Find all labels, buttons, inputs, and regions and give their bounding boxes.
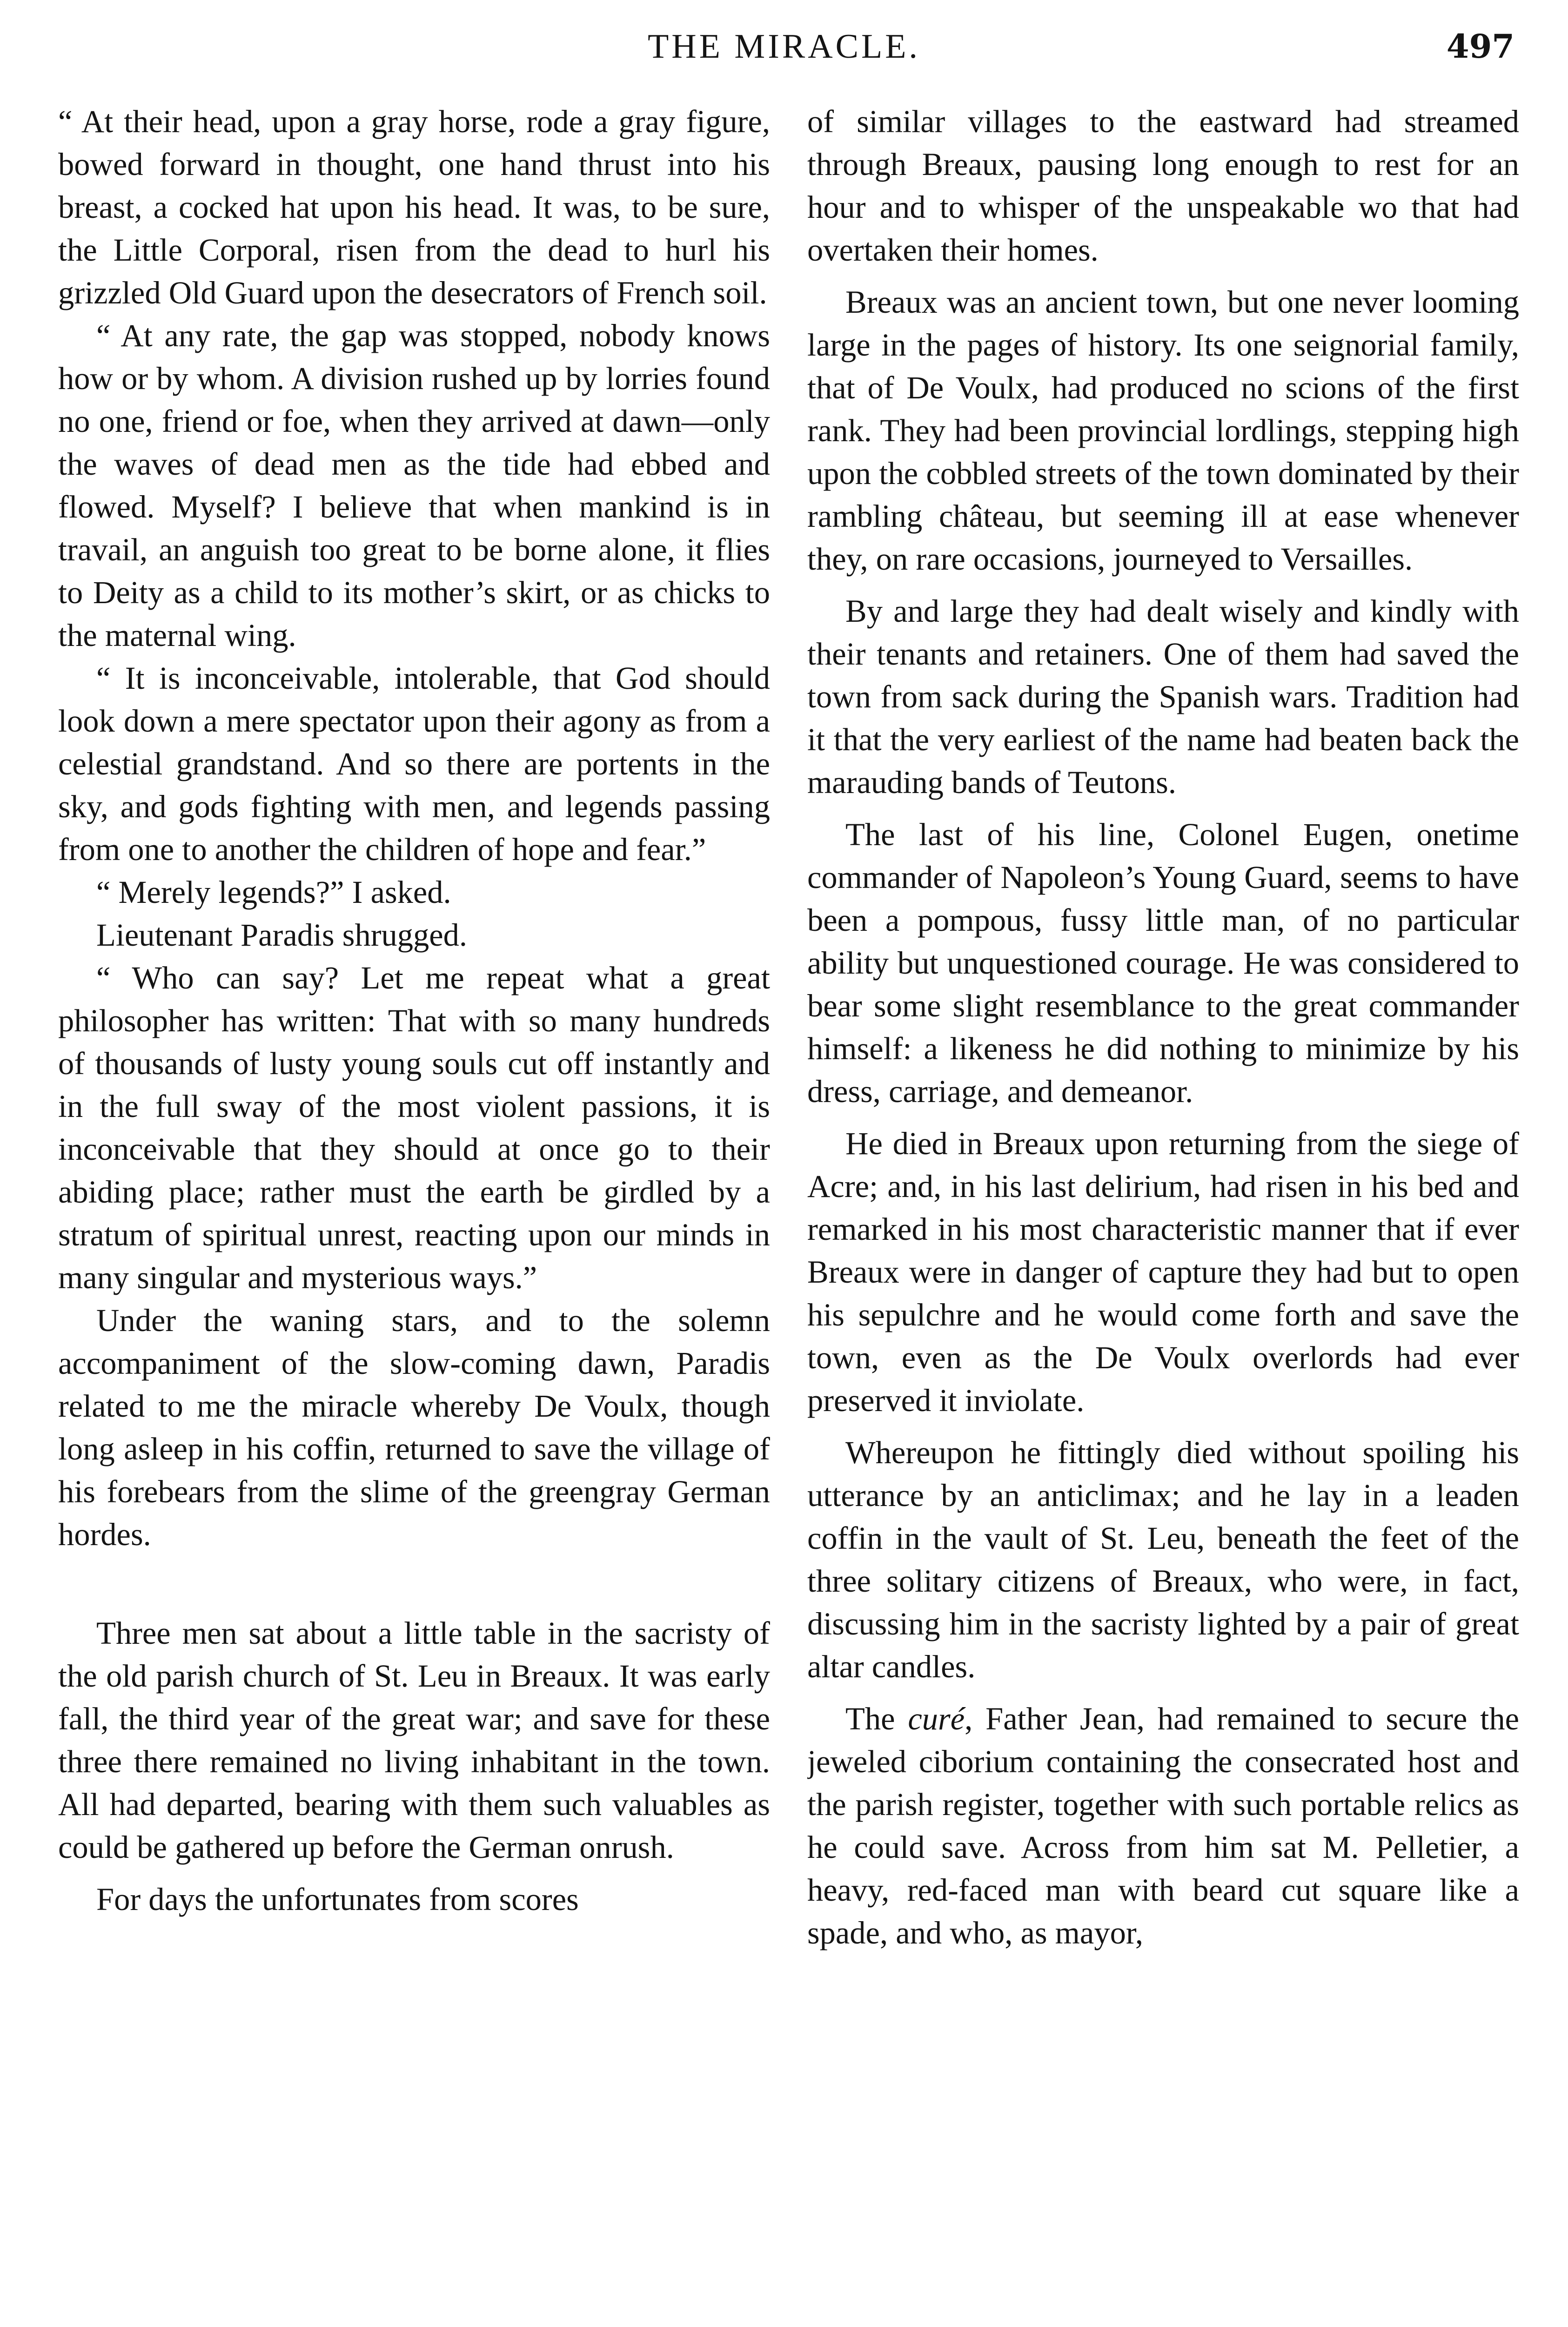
paragraph: Under the waning stars, and to the solemn accompaniment of the slow-coming dawn, Paradis related to me the miracle whereby De Voulx, though long asleep in his coffin, returned to save the village of his forebears from the slime of the greengray German hordes. [58, 1303, 770, 1552]
paragraph: Whereupon he fittingly died without spoiling his utterance by an anticlimax; and he lay in a leaden coffin in the vault of St. Leu, beneath the feet of the three solitary citizens of Breaux, who were, in fact, discussing him in the sacristy lighted by a pair of great altar candles. [807, 1435, 1519, 1684]
paragraph: By and large they had dealt wisely and kindly with their tenants and retainers. One of them had saved the town from sack during the Spanish wars. Tradition had it that the very earliest of the name had beaten back the marauding bands of Teutons. [807, 593, 1519, 800]
paragraph: “ Merely legends?” I asked. [96, 874, 451, 910]
paragraph: “ At their head, upon a gray horse, rode a gray figure, bowed forward in thought, one hand thrust into his breast, a cocked hat upon his head. It was, to be sure, the Little Corporal, risen from the dead to hurl his grizzled Old Guard upon the desecrators of French soil. [58, 104, 770, 310]
running-title: THE MIRACLE. [648, 27, 920, 66]
right-column [807, 100, 1519, 2327]
paragraph: “ At any rate, the gap was stopped, nobody knows how or by whom. A division rushed up by lorries found no one, friend or foe, when they arrived at dawn—only the waves of dead men as the tide had ebbed and flowed. Myself? I believe that when mankind is in travail, an anguish too great to be borne alone, it flies to Deity as a child to its mother’s skirt, or as chicks to the maternal wing. [58, 318, 770, 653]
left-column [58, 100, 770, 2327]
paragraph: Lieutenant Paradis shrugged. [96, 917, 468, 953]
paragraph: He died in Breaux upon returning from the siege of Acre; and, in his last delirium, had risen in his bed and remarked in his most characteristic manner that if ever Breaux were in danger of capture they had but to open his sepulchre and he would come forth and save the town, even as the De Voulx overlords had ever preserved it inviolate. [807, 1126, 1519, 1418]
paragraph: The last of his line, Colonel Eugen, onetime commander of Napoleon’s Young Guard, seems to have been a pompous, fussy little man, of no particular ability but unquestioned courage. He was considered to bear some slight resemblance to the great commander himself: a likeness he did nothing to minimize by his dress, carriage, and demeanor. [807, 817, 1519, 1109]
paragraph: Breaux was an ancient town, but one never looming large in the pages of history. Its one seignorial family, that of De Voulx, had produced no scions of the first rank. They had been provincial lordlings, stepping high upon the cobbled streets of the town dominated by their rambling château, but seeming ill at ease whenever they, on rare occasions, journeyed to Versailles. [807, 284, 1519, 577]
paragraph: Three men sat about a little table in the sacristy of the old parish church of St. Leu in Breaux. It was early fall, the third year of the great war; and save for these three there remained no living inhabitant in the town. All had departed, bearing with them such valuables as could be gathered up before the German onrush. [58, 1615, 770, 1865]
paragraph: “ Who can say? Let me repeat what a great philosopher has written: That with so many hundreds of thousands of lusty young souls cut off instantly and in the full sway of the most violent passions, it is inconceivable that they should at once go to their abiding place; rather must the earth be girdled by a stratum of spiritual unrest, reacting upon our minds in many singular and mysterious ways.” [58, 960, 770, 1295]
italic-word: curé [908, 1701, 965, 1736]
text-run: The [845, 1701, 908, 1736]
paragraph: of similar villages to the eastward had streamed through Breaux, pausing long enough to rest for an hour and to whisper of the unspeakable wo that had overtaken their homes. [807, 104, 1519, 268]
paragraph [807, 1697, 1519, 1954]
page-number: 497 [1446, 27, 1514, 66]
text-run: , Father Jean, had remained to secure the jeweled ciborium containing the consecrated host and the parish register, together with such portable relics as he could save. Across from him sat M. Pelletier, a heavy, red-faced man with beard cut square like a spade, and who, as mayor, [807, 1701, 1519, 1950]
paragraph: For days the unfortunates from scores [96, 1882, 579, 1917]
page-header [0, 26, 1568, 67]
paragraph: “ It is inconceivable, intolerable, that God should look down a mere spectator upon their agony as from a celestial grandstand. And so there are portents in the sky, and gods fighting with men, and legends passing from one to another the children of hope and fear.” [58, 660, 770, 867]
